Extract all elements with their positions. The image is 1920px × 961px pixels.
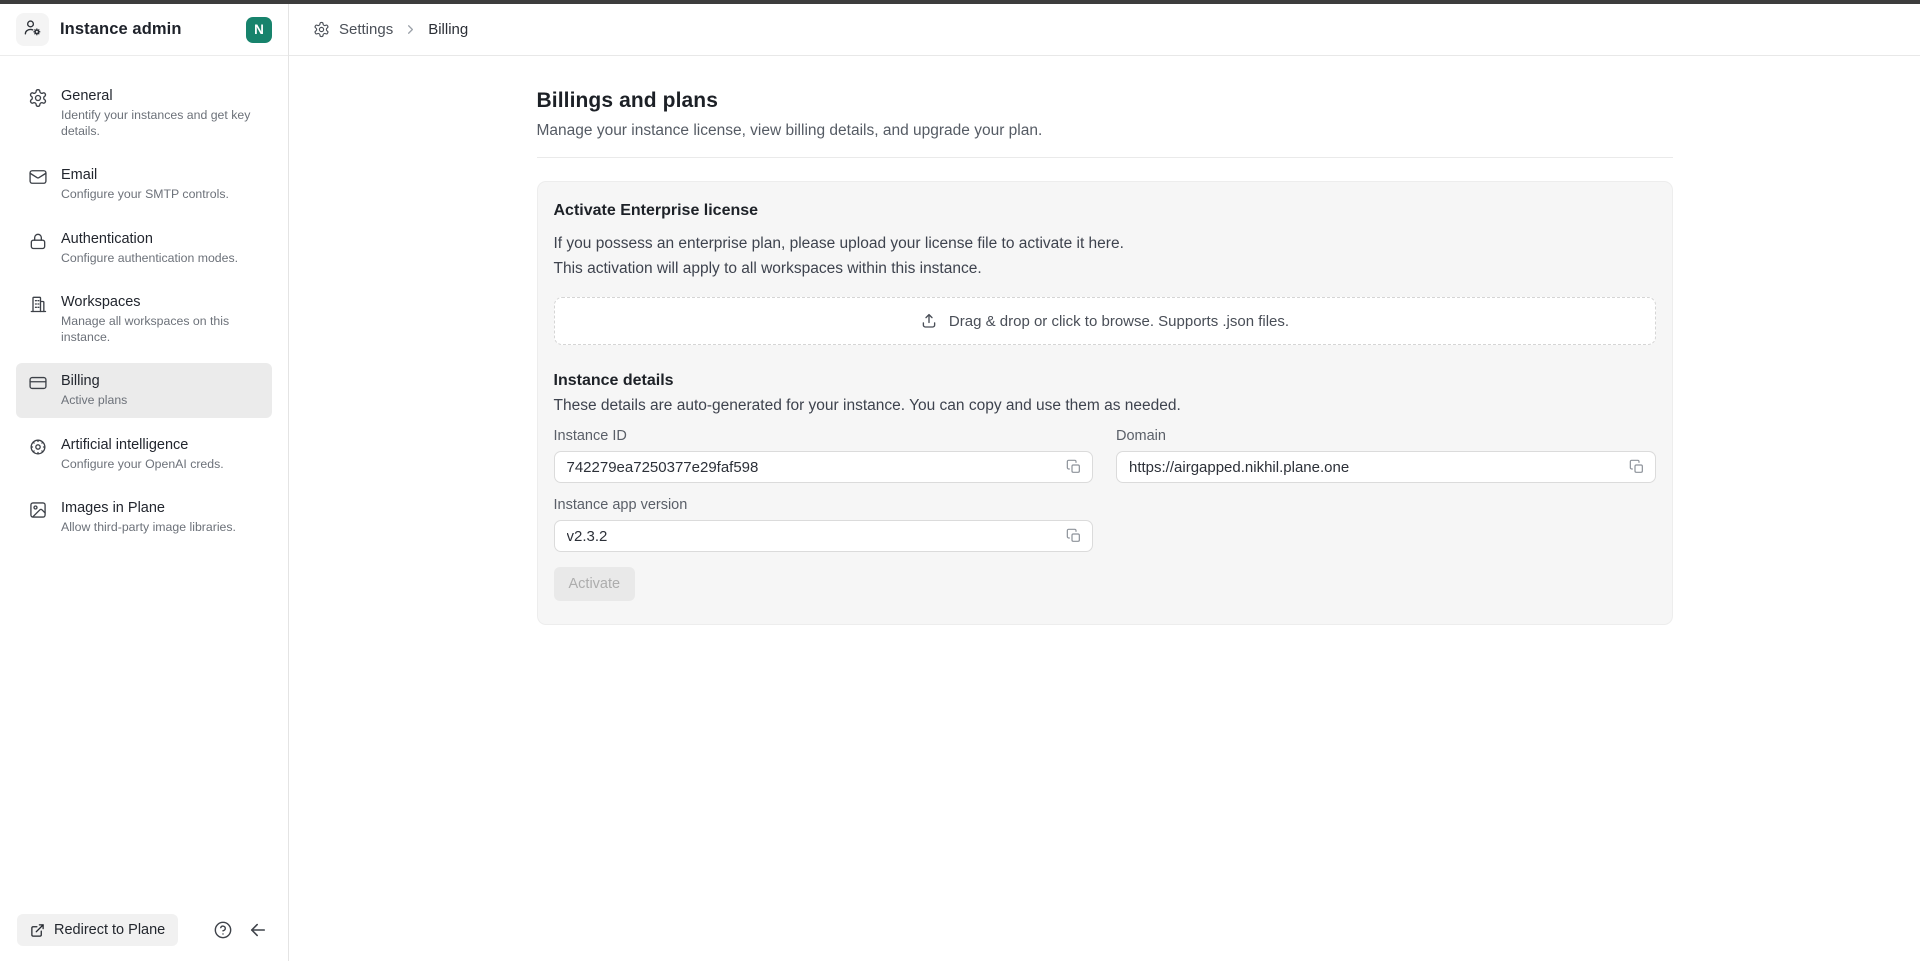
sidebar-item-description: Configure your SMTP controls. [61,187,229,201]
sidebar-item-label: Billing [61,373,100,389]
instance-id-input[interactable] [567,459,1053,476]
instance-details-title: Instance details [553,372,674,389]
sidebar-item-workspaces[interactable] [16,284,272,354]
copy-icon[interactable] [1066,528,1082,544]
credit-card-icon [28,373,48,393]
breadcrumb-billing-label: Billing [428,21,469,38]
envelope-icon [28,167,48,187]
sidebar-item-description: Allow third-party image libraries. [61,520,236,534]
license-section-title: Activate Enterprise license [553,202,759,219]
page-subtitle: Manage your instance license, view billing details, and upgrade your plan. [536,122,1043,139]
sidebar-header [0,4,288,56]
instance-app-version-label: Instance app version [553,497,688,513]
dropzone-text: Drag & drop or click to browse. Supports .json files. [948,312,1290,330]
sidebar-item-general[interactable] [16,78,272,148]
sidebar-item-images-in-plane[interactable] [16,490,272,545]
sidebar-item-label: Workspaces [61,294,141,310]
instance-details-subtitle: These details are auto-generated for your instance. You can copy and use them as needed. [553,397,1181,414]
copy-icon[interactable] [1066,459,1082,475]
instance-app-version-input[interactable] [567,528,1053,545]
sidebar-footer [0,914,288,961]
domain-field [1116,428,1656,483]
domain-label: Domain [1116,428,1166,444]
breadcrumb-settings-label: Settings [339,21,394,38]
sidebar-item-label: Email [61,167,98,183]
breadcrumb-bar [289,4,1920,56]
instance-id-label: Instance ID [553,428,627,444]
gear-icon [28,88,48,108]
upload-icon [920,312,938,330]
image-icon [28,500,48,520]
activate-button[interactable]: Activate [554,567,636,601]
sidebar-footer-icons [213,920,268,940]
sidebar-item-description: Configure authentication modes. [61,250,239,265]
sidebar-item-label: Artificial intelligence [61,436,189,453]
sidebar [0,4,289,961]
sidebar-item-description: Active plans [61,393,128,407]
sidebar-item-label: Images in Plane [61,500,165,516]
instance-app-version-field [554,497,1094,552]
sidebar-item-label: Authentication [61,230,153,247]
sidebar-title: Instance admin [60,20,182,38]
sidebar-item-billing[interactable] [16,363,272,418]
license-file-dropzone[interactable] [554,297,1656,345]
copy-icon[interactable] [1629,459,1645,475]
breadcrumb-settings[interactable] [313,21,393,38]
app-root [0,4,1920,961]
domain-input[interactable] [1129,459,1615,476]
license-description-line1: If you possess an enterprise plan, please upload your license file to activate it here. [553,235,1124,252]
billing-card [537,181,1673,625]
collapse-sidebar-arrow-left-icon[interactable] [248,920,268,940]
instance-id-field [554,428,1094,483]
sidebar-item-authentication[interactable] [16,221,272,276]
header-divider [537,157,1673,158]
chevron-right-icon [403,22,418,37]
building-icon [28,294,48,314]
instance-admin-logo [16,13,49,46]
sidebar-item-artificial-intelligence[interactable] [16,427,272,482]
sidebar-item-description: Identify your instances and get key details. [61,108,251,138]
page-title: Billings and plans [536,89,718,112]
redirect-to-plane-button[interactable] [17,914,178,946]
main-area [289,4,1920,961]
sidebar-item-label: General [61,88,113,104]
sidebar-item-email[interactable] [16,157,272,212]
sidebar-item-description: Manage all workspaces on this instance. [61,314,230,344]
external-link-icon [30,923,45,938]
lock-icon [28,231,48,251]
instance-details-fields [554,428,1656,552]
help-icon[interactable] [213,920,233,940]
workspace-badge[interactable]: N [246,17,272,43]
cog-icon [28,437,48,457]
sidebar-item-description: Configure your OpenAI creds. [61,456,224,471]
user-gear-icon [23,18,42,42]
license-description-line2: This activation will apply to all workspaces within this instance. [553,260,982,277]
redirect-to-plane-label: Redirect to Plane [54,922,166,938]
content-area [289,56,1920,961]
sidebar-nav [0,56,288,914]
breadcrumb-billing [428,21,468,38]
gear-icon [313,21,330,38]
